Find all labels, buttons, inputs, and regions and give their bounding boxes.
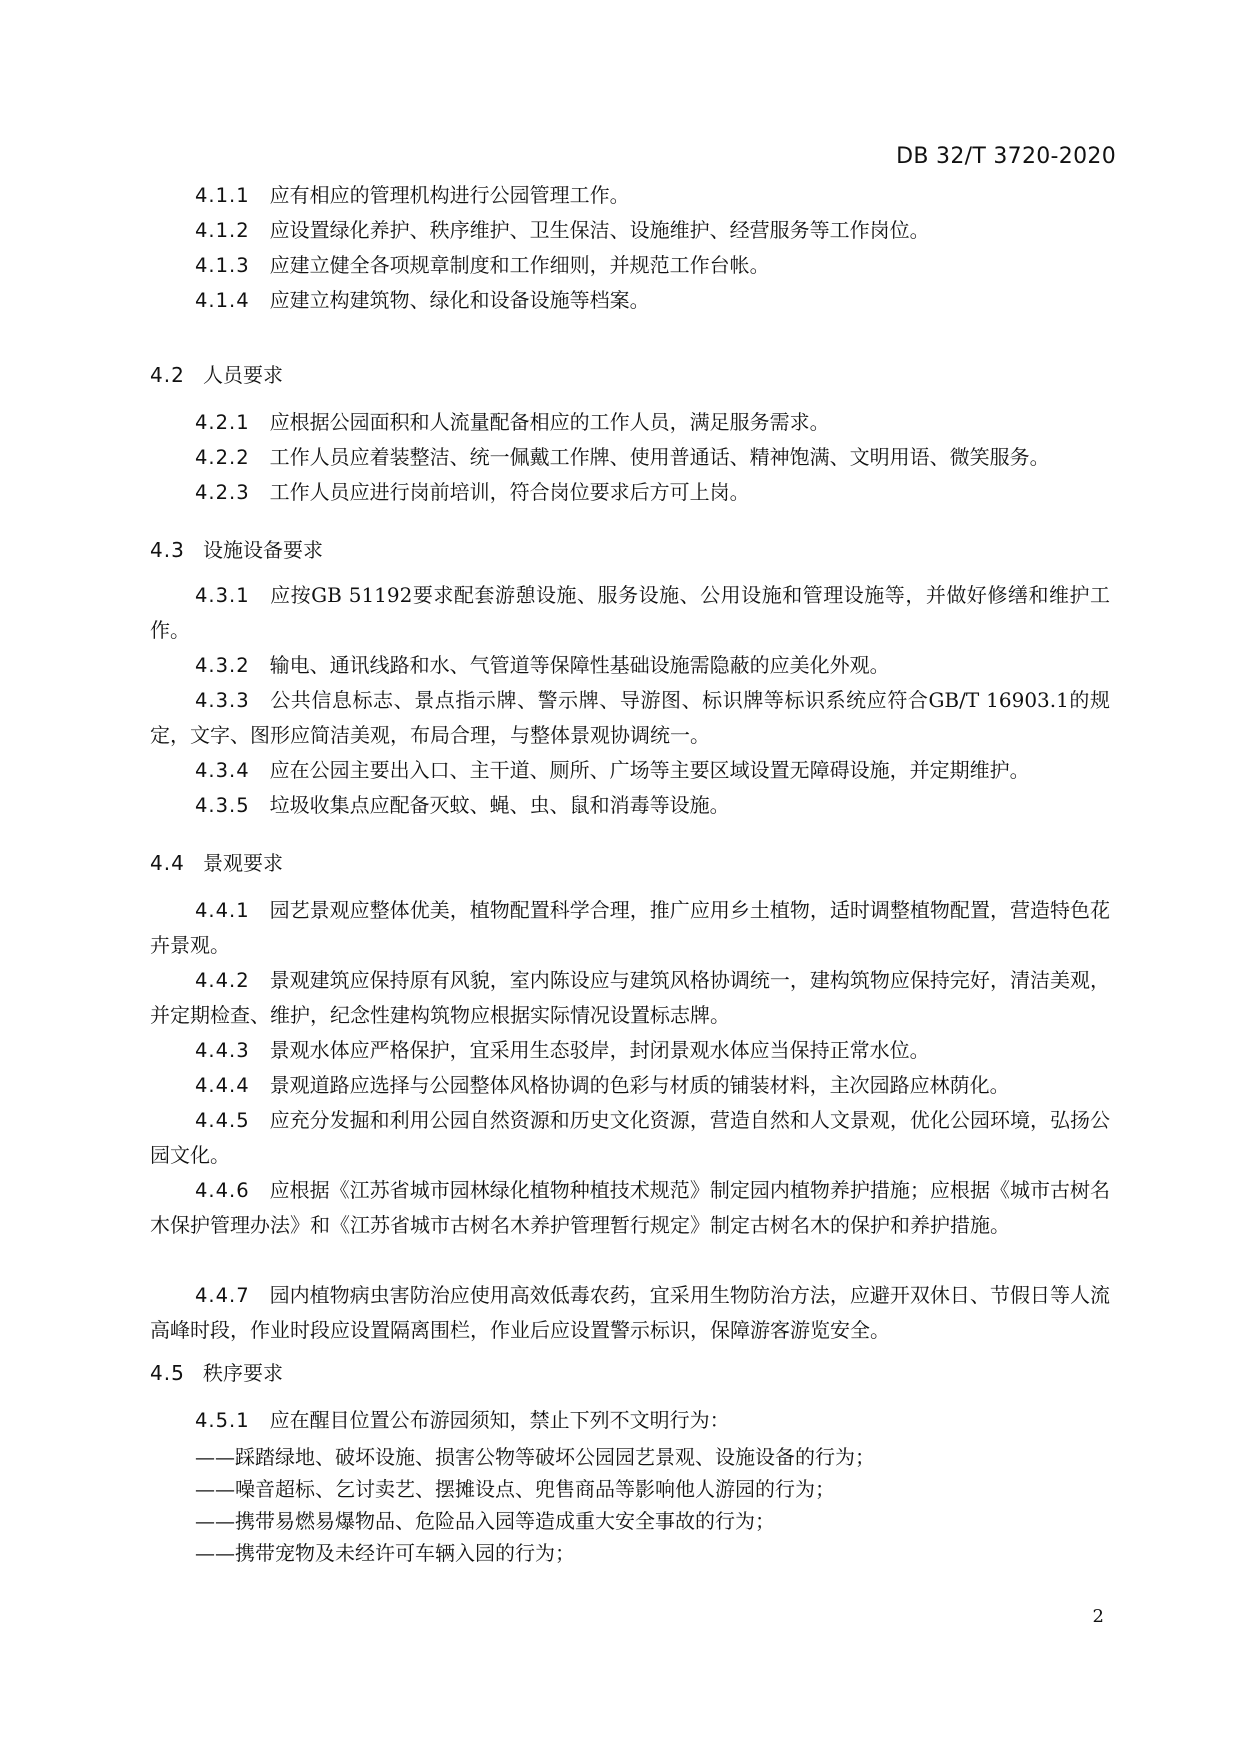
clause-text: 景观道路应选择与公园整体风格协调的色彩与材质的铺装材料，主次园路应林荫化。	[269, 1073, 1010, 1097]
clause-text: 公共信息标志、景点指示牌、警示牌、导游图、标识牌等标识系统应符合GB/T 16903.1的规定，文字、图形应简洁美观，布局合理，与整体景观协调统一。	[150, 688, 1110, 747]
section-title: 景观要求	[203, 851, 283, 875]
clause-number: 4.1.3	[195, 254, 250, 277]
clause-text: 应根据《江苏省城市园林绿化植物种植技术规范》制定园内植物养护措施；应根据《城市古树名木保护管理办法》和《江苏省城市古树名木养护管理暂行规定》制定古树名木的保护和养护措施。	[150, 1178, 1110, 1237]
clause-text: 园艺景观应整体优美，植物配置科学合理，推广应用乡土植物，适时调整植物配置，营造特色花卉景观。	[150, 898, 1110, 957]
section-heading-4-4	[150, 848, 283, 878]
section-number: 4.5	[150, 1361, 185, 1385]
clause-4-4-4	[150, 1068, 1110, 1103]
clause-4-5-1	[150, 1403, 1110, 1438]
clause-number: 4.3.4	[195, 759, 250, 782]
clause-number: 4.4.5	[195, 1109, 250, 1132]
clause-4-3-3	[150, 683, 1110, 753]
page-number: 2	[1092, 1606, 1104, 1627]
clause-text: 工作人员应着装整洁、统一佩戴工作牌、使用普通话、精神饱满、文明用语、微笑服务。	[269, 445, 1050, 469]
clause-4-4-3	[150, 1033, 1110, 1068]
list-item: ——携带易燃易爆物品、危险品入园等造成重大安全事故的行为；	[195, 1509, 775, 1533]
list-item: ——携带宠物及未经许可车辆入园的行为；	[195, 1541, 575, 1565]
clause-4-1-3	[150, 248, 1110, 283]
clause-4-3-5	[150, 788, 1110, 823]
section-heading-4-2	[150, 360, 283, 390]
document-code: DB 32/T 3720-2020	[896, 144, 1116, 169]
clause-number: 4.3.1	[195, 584, 250, 607]
clause-text: 园内植物病虫害防治应使用高效低毒农药，宜采用生物防治方法，应避开双休日、节假日等人流高峰时段，作业时段应设置隔离围栏，作业后应设置警示标识，保障游客游览安全。	[150, 1283, 1110, 1342]
clause-text: 应根据公园面积和人流量配备相应的工作人员，满足服务需求。	[269, 410, 830, 434]
clause-4-2-1	[150, 405, 1110, 440]
section-title: 秩序要求	[203, 1361, 283, 1385]
clause-text: 应有相应的管理机构进行公园管理工作。	[269, 183, 630, 207]
clause-number: 4.1.1	[195, 184, 250, 207]
clause-text: 工作人员应进行岗前培训，符合岗位要求后方可上岗。	[269, 480, 750, 504]
clause-text: 应建立健全各项规章制度和工作细则，并规范工作台帐。	[269, 253, 770, 277]
clause-text: 垃圾收集点应配备灭蚊、蝇、虫、鼠和消毒等设施。	[269, 793, 730, 817]
list-item: ——噪音超标、乞讨卖艺、摆摊设点、兜售商品等影响他人游园的行为；	[195, 1477, 835, 1501]
clause-number: 4.2.1	[195, 411, 250, 434]
clause-number: 4.4.2	[195, 969, 250, 992]
clause-number: 4.1.2	[195, 219, 250, 242]
clause-4-4-5	[150, 1103, 1110, 1173]
list-item: ——踩踏绿地、破坏设施、损害公物等破坏公园园艺景观、设施设备的行为；	[195, 1445, 875, 1469]
section-heading-4-5	[150, 1358, 283, 1388]
clause-4-4-6	[150, 1173, 1110, 1243]
clause-4-4-2	[150, 963, 1110, 1033]
section-title: 人员要求	[203, 363, 283, 387]
clause-number: 4.4.6	[195, 1179, 250, 1202]
clause-text: 输电、通讯线路和水、气管道等保障性基础设施需隐蔽的应美化外观。	[269, 653, 890, 677]
section-title: 设施设备要求	[203, 538, 323, 562]
clause-4-1-2	[150, 213, 1110, 248]
clause-4-2-3	[150, 475, 1110, 510]
clause-4-1-4	[150, 283, 1110, 318]
clause-4-2-2	[150, 440, 1110, 475]
clause-4-3-1	[150, 578, 1110, 648]
section-number: 4.2	[150, 363, 185, 387]
clause-4-3-4	[150, 753, 1110, 788]
clause-number: 4.5.1	[195, 1409, 250, 1432]
clause-text: 应按GB 51192要求配套游憩设施、服务设施、公用设施和管理设施等，并做好修缮和维护工作。	[150, 583, 1110, 642]
clause-text: 应在醒目位置公布游园须知，禁止下列不文明行为：	[269, 1408, 730, 1432]
clause-4-1-1	[150, 178, 1110, 213]
clause-number: 4.1.4	[195, 289, 250, 312]
clause-text: 应在公园主要出入口、主干道、厕所、广场等主要区域设置无障碍设施，并定期维护。	[269, 758, 1030, 782]
clause-number: 4.3.2	[195, 654, 250, 677]
clause-number: 4.4.3	[195, 1039, 250, 1062]
clause-number: 4.2.2	[195, 446, 250, 469]
clause-number: 4.3.5	[195, 794, 250, 817]
clause-4-4-1	[150, 893, 1110, 963]
section-number: 4.4	[150, 851, 185, 875]
clause-number: 4.4.7	[195, 1284, 250, 1307]
clause-text: 应充分发掘和利用公园自然资源和历史文化资源，营造自然和人文景观，优化公园环境，弘扬公园文化。	[150, 1108, 1110, 1167]
clause-number: 4.4.4	[195, 1074, 250, 1097]
clause-4-3-2	[150, 648, 1110, 683]
clause-text: 应设置绿化养护、秩序维护、卫生保洁、设施维护、经营服务等工作岗位。	[269, 218, 930, 242]
clause-number: 4.3.3	[195, 689, 250, 712]
clause-text: 景观建筑应保持原有风貌，室内陈设应与建筑风格协调统一，建构筑物应保持完好，清洁美观，并定期检查、维护，纪念性建构筑物应根据实际情况设置标志牌。	[150, 968, 1110, 1027]
clause-text: 应建立构建筑物、绿化和设备设施等档案。	[269, 288, 650, 312]
clause-number: 4.4.1	[195, 899, 250, 922]
section-heading-4-3	[150, 535, 323, 565]
clause-number: 4.2.3	[195, 481, 250, 504]
section-number: 4.3	[150, 538, 185, 562]
clause-4-4-7	[150, 1278, 1110, 1348]
clause-text: 景观水体应严格保护，宜采用生态驳岸，封闭景观水体应当保持正常水位。	[269, 1038, 930, 1062]
